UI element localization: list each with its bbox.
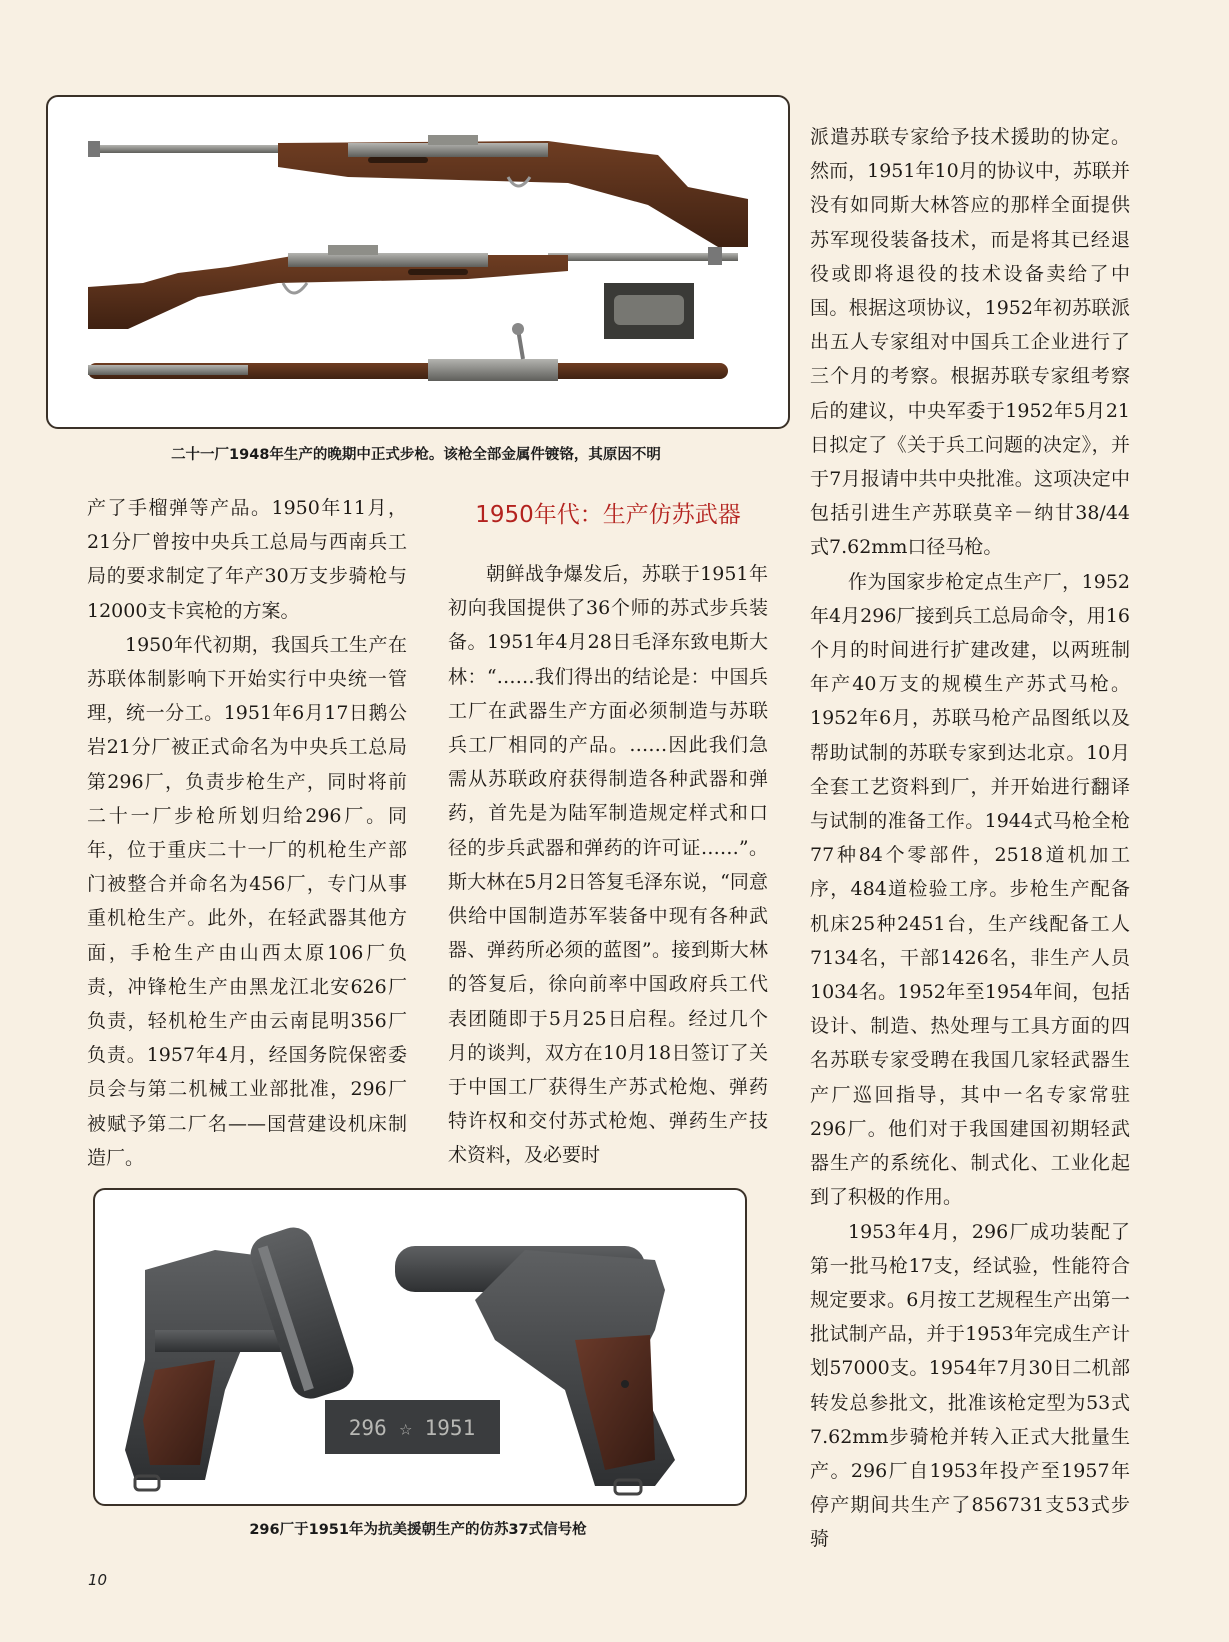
page-number: 10 bbox=[88, 1571, 108, 1589]
column-3-paragraph: 派遣苏联专家给予技术援助的协定。然而，1951年10月的协议中，苏联并没有如同斯大林答应的那样全面提供苏军现役装备技术，而是将其已经退役或即将退役的技术设备卖给了中国。根据这项协议，1952年初苏联派出五人专家组对中国兵工企业进行了三个月的考察。根据苏联专家组考察后的建议，中央军委于1952年5月21日拟定了《关于兵工问题的决定》，并于7月报请中共中央批准。这项决定中包括引进生产苏联莫辛－纳甘38/44式7.62mm口径马枪。 bbox=[810, 126, 1130, 559]
stamp-marking: 296 ☆ 1951 bbox=[348, 1416, 476, 1440]
flare-gun-open-view bbox=[125, 1222, 359, 1490]
column-1-paragraph: 1950年代初期，我国兵工生产在苏联体制影响下开始实行中央统一管理，统一分工。1951年6月17日鹅公岩21分厂被正式命名为中央兵工总局第296厂，负责步枪生产，同时将前二十一厂步枪所划归给296厂。同年，位于重庆二十一厂的机枪生产部门被整合并命名为456厂，专门从事重机枪生产。此外，在轻武器其他方面，手枪生产由山西太原106厂负责，冲锋枪生产由黑龙江北安626厂负责，轻机枪生产由云南昆明356厂负责。1957年4月，经国务院保密委员会与第二机械工业部批准，296厂被赋予第二厂名——国营建设机床制造厂。 bbox=[87, 633, 407, 1169]
flare-gun-closed-view bbox=[395, 1246, 675, 1494]
section-heading: 1950年代：生产仿苏武器 bbox=[475, 502, 741, 528]
rifle-photo bbox=[46, 95, 790, 429]
column-3-paragraph: 作为国家步枪定点生产厂，1952年4月296厂接到兵工总局命令，用16个月的时间进行扩建改建，以两班制年产40万支的规模生产苏式马枪。1952年6月，苏联马枪产品图纸以及帮助试制的苏联专家到达北京。10月全套工艺资料到厂，并开始进行翻译与试制的准备工作。1944式马枪全枪77种84个零部件，2518道机加工序，484道检验工序。步枪生产配备机床25种2451台，生产线配备工人7134名，干部1426名，非生产人员1034名。1952年至1954年间，包括设计、制造、热处理与工具方面的四名苏联专家受聘在我国几家轻武器生产厂巡回指导，其中一名专家常驻296厂。他们对于我国建国初期轻武器生产的系统化、制式化、工业化起到了积极的作用。 bbox=[810, 570, 1130, 1209]
rifle-caption: 二十一厂1948年生产的晚期中正式步枪。该枪全部金属件镀铬，其原因不明 bbox=[171, 447, 661, 463]
flare-gun-caption: 296厂于1951年为抗美援朝生产的仿苏37式信号枪 bbox=[249, 1522, 587, 1538]
article-column-1 bbox=[87, 491, 407, 1175]
article-column-2 bbox=[448, 557, 768, 1173]
rifle-illustration bbox=[48, 97, 788, 427]
rifle-top-view bbox=[88, 135, 748, 247]
flare-gun-illustration bbox=[95, 1190, 745, 1504]
column-2-paragraph: 朝鲜战争爆发后，苏联于1951年初向我国提供了36个师的苏式步兵装备。1951年4月28日毛泽东致电斯大林：“……我们得出的结论是：中国兵工厂在武器生产方面必须制造与苏联兵工厂相同的产品。……因此我们急需从苏联政府获得制造各种武器和弹药，首先是为陆军制造规定样式和口径的步兵武器和弹药的许可证……”。斯大林在5月2日答复毛泽东说，“同意供给中国制造苏军装备中现有各种武器、弹药所必须的蓝图”。接到斯大林的答复后，徐向前率中国政府兵工代表团随即于5月25日启程。经过几个月的谈判，双方在10月18日签订了关于中国工厂获得生产苏式枪炮、弹药特许权和交付苏式枪炮、弹药生产技术资料，及必要时 bbox=[448, 563, 768, 1167]
column-3-paragraph: 1953年4月，296厂成功装配了第一批马枪17支，经试验，性能符合规定要求。6月按工艺规程生产出第一批试制产品，并于1953年完成生产计划57000支。1954年7月30日二机部转发总参批文，批准该枪定型为53式7.62mm步骑枪并转入正式大批量生产。296厂自1953年投产至1957年停产期间共生产了856731支53式步骑 bbox=[810, 1220, 1130, 1551]
column-1-paragraph: 产了手榴弹等产品。1950年11月，21分厂曾按中央兵工总局与西南兵工局的要求制定了年产30万支步骑枪与12000支卡宾枪的方案。 bbox=[87, 497, 407, 622]
article-column-3 bbox=[810, 120, 1130, 1557]
flare-gun-photo bbox=[93, 1188, 747, 1506]
